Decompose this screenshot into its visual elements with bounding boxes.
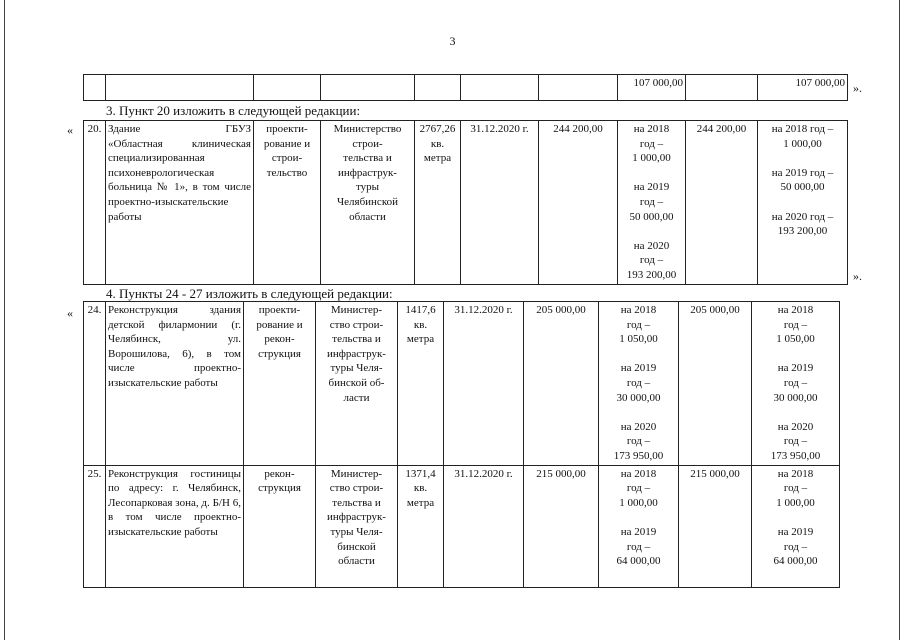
open-quote: « — [67, 123, 73, 137]
open-quote: « — [67, 306, 73, 320]
cell-work-kind: проекти- рование и рекон- струкция — [244, 302, 316, 466]
object-name-rest: «Областная клиническая специализированная психоневрологическая больница № 1», в том числе проектно-изыскательские работы — [108, 137, 251, 223]
cell-object-name — [106, 121, 254, 285]
cell-date: 31.12.2020 г. — [444, 465, 524, 587]
cell-total: 244 200,00 — [686, 121, 758, 285]
cell-number: 25. — [84, 465, 106, 587]
cell-capacity: 2767,26 кв. метра — [415, 121, 461, 285]
cell-cost: 205 000,00 — [524, 302, 599, 466]
cell-capacity: 1417,6 кв. метра — [398, 302, 444, 466]
cell-by-year-total: на 2018 год – 1 000,00 на 2019 год – 64 000,00 — [752, 465, 840, 587]
page-edge-right — [899, 0, 900, 640]
table-continuation — [83, 74, 848, 101]
close-quote: ». — [853, 81, 862, 95]
cell-object-name: Реконструкция здания детской филармонии (г. Челябинск, ул. Ворошилова, 6), в том числе проектно-изыскательские работы — [106, 302, 244, 466]
cell-customer: Министер- ство строи- тельства и инфраструк- туры Челя- бинской области — [316, 465, 398, 587]
cell-by-year: на 2018 год – 1 050,00 на 2019 год – 30 000,00 на 2020 год – 173 950,00 — [599, 302, 679, 466]
cell-by-year: 107 000,00 — [618, 75, 686, 101]
cell-by-year: на 2018 год – 1 000,00 на 2019 год – 64 000,00 — [599, 465, 679, 587]
page-edge-left — [4, 0, 5, 640]
section-heading-4: 4. Пункты 24 - 27 изложить в следующей редакции: — [106, 286, 393, 301]
cell-work-kind: проекти- рование и строи- тельство — [254, 121, 321, 285]
cell-total: 205 000,00 — [679, 302, 752, 466]
cell-work-kind: рекон- струкция — [244, 465, 316, 587]
cell-total: 215 000,00 — [679, 465, 752, 587]
close-quote: ». — [853, 269, 862, 283]
table-row — [84, 121, 848, 285]
table-row — [84, 465, 840, 587]
cell-object-name: Реконструкция гостиницы по адресу: г. Челябинск, Лесопарковая зона, д. Б/Н 6, в том числе проектно-изыскательские работы — [106, 465, 244, 587]
cell-date: 31.12.2020 г. — [444, 302, 524, 466]
object-name-first-line: Здание ГБУЗ — [108, 123, 251, 135]
table-section-4 — [83, 301, 840, 588]
cell-number: 24. — [84, 302, 106, 466]
cell-date: 31.12.2020 г. — [461, 121, 539, 285]
cell-number: 20. — [84, 121, 106, 285]
cell-by-year-total: на 2018 год – 1 050,00 на 2019 год – 30 000,00 на 2020 год – 173 950,00 — [752, 302, 840, 466]
section-heading-3: 3. Пункт 20 изложить в следующей редакции: — [106, 103, 361, 118]
cell-by-year-total: 107 000,00 — [758, 75, 848, 101]
cell-customer: Министерство строи- тельства и инфраструк- туры Челябинской области — [321, 121, 415, 285]
cell-cost: 215 000,00 — [524, 465, 599, 587]
cell-by-year-total: на 2018 год – 1 000,00 на 2019 год – 50 000,00 на 2020 год – 193 200,00 — [758, 121, 848, 285]
cell-cost: 244 200,00 — [539, 121, 618, 285]
cell-capacity: 1371,4 кв. метра — [398, 465, 444, 587]
page-number: 3 — [449, 34, 456, 48]
table-section-3 — [83, 120, 848, 285]
table-row — [84, 302, 840, 466]
cell-customer: Министер- ство строи- тельства и инфраструк- туры Челя- бинской об- ласти — [316, 302, 398, 466]
cell-by-year: на 2018 год – 1 000,00 на 2019 год – 50 000,00 на 2020 год – 193 200,00 — [618, 121, 686, 285]
table-row — [84, 75, 848, 101]
